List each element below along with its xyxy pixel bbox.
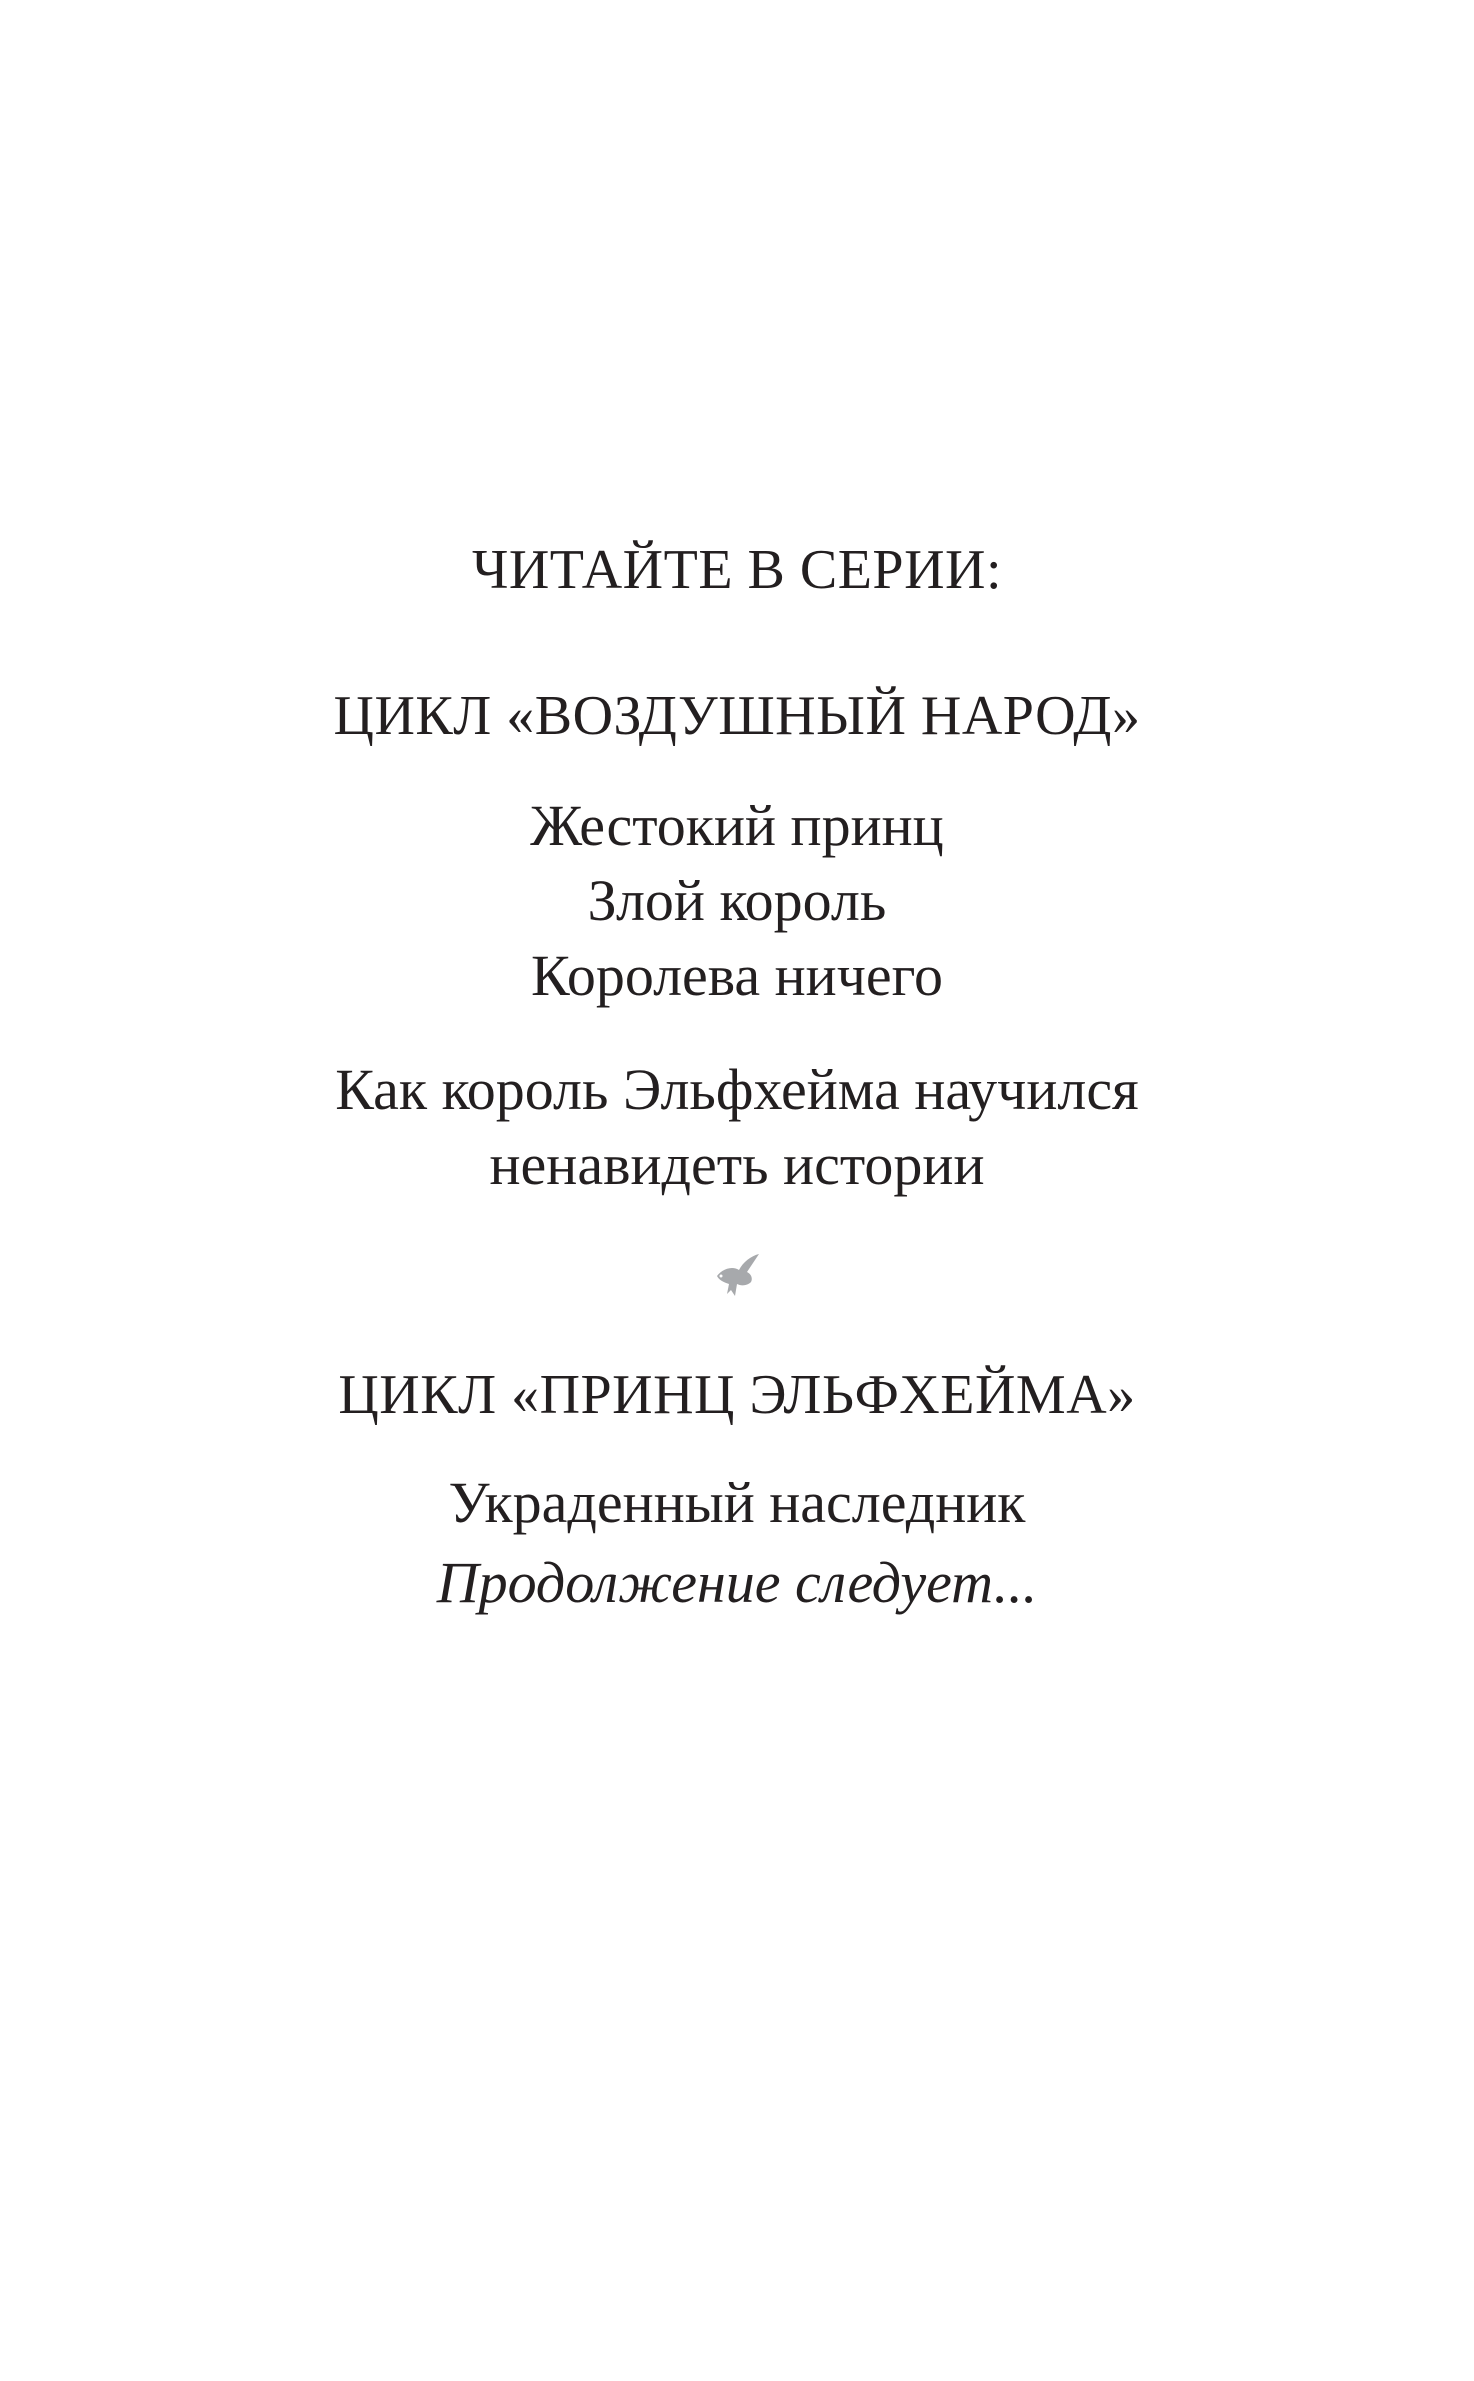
cycle-title-air-folk: ЦИКЛ «ВОЗДУШНЫЙ НАРОД»	[333, 685, 1141, 747]
book-title: Королева ничего	[531, 943, 943, 1008]
continuation-note: Продолжение следует...	[436, 1550, 1038, 1615]
book-title: Злой король	[587, 868, 887, 933]
cycle-title-prince-elfhame: ЦИКЛ «ПРИНЦ ЭЛЬФХЕЙМА»	[338, 1364, 1136, 1426]
novella-title-line: ненавидеть истории	[489, 1132, 985, 1197]
novella-title-line: Как король Эльфхейма научился	[335, 1057, 1139, 1122]
book-title: Украденный наследник	[448, 1470, 1026, 1535]
book-title: Жестокий принц	[530, 793, 944, 858]
bird-icon	[707, 1246, 767, 1306]
series-header: ЧИТАЙТЕ В СЕРИИ:	[471, 539, 1003, 601]
